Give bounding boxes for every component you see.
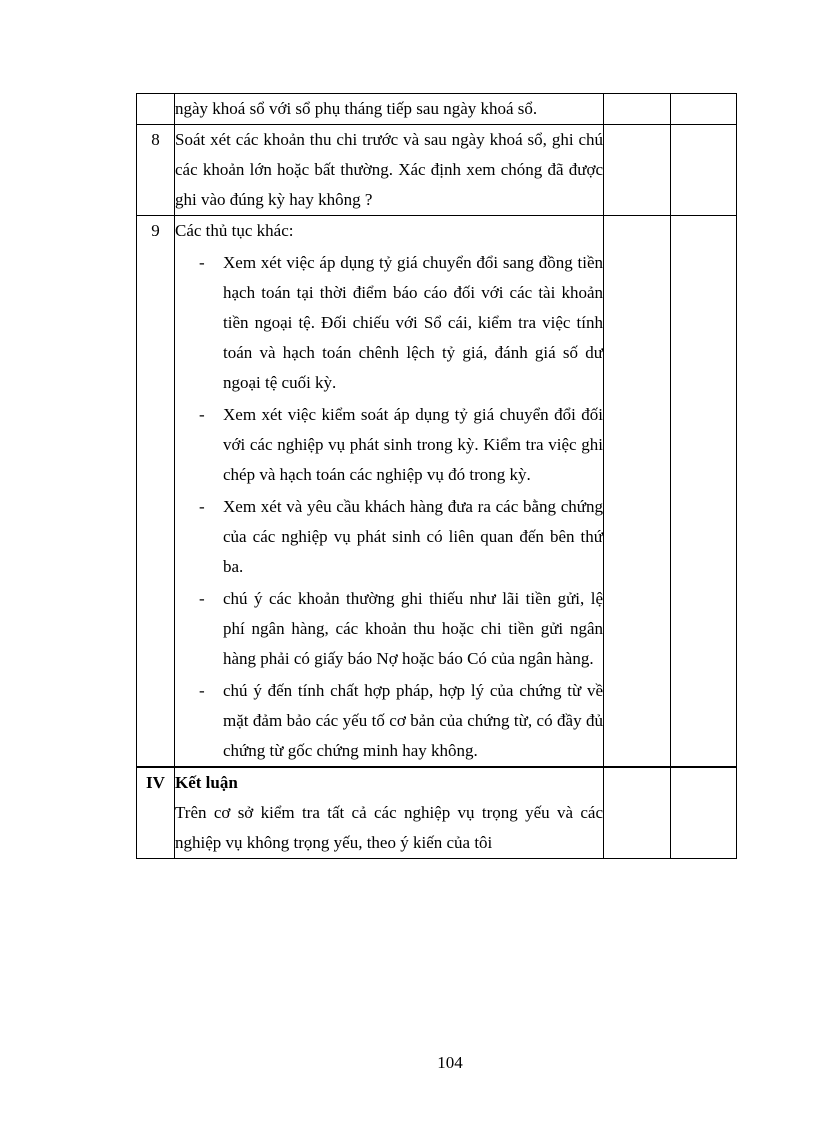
audit-procedures-table	[136, 93, 737, 859]
row-text: Soát xét các khoản thu chi trước và sau ngày khoá sổ, ghi chú các khoản lớn hoặc bất thường. Xác định xem chóng đã được ghi vào đúng kỳ hay không ?	[175, 130, 603, 209]
page-number: 104	[437, 1053, 463, 1072]
list-item-text: Xem xét việc kiểm soát áp dụng tỷ giá chuyển đổi đối với các nghiệp vụ phát sinh trong kỳ. Kiểm tra việc ghi chép và hạch toán các nghiệp vụ đó trong kỳ.	[223, 405, 603, 484]
row-number: 9	[137, 216, 175, 768]
empty-cell	[604, 216, 671, 768]
bullet-dash: -	[199, 497, 205, 516]
row-content	[175, 216, 604, 768]
list-item	[175, 492, 603, 582]
empty-cell	[604, 125, 671, 216]
procedure-list	[175, 248, 603, 766]
bullet-dash: -	[199, 253, 205, 272]
row-number: IV	[137, 767, 175, 859]
bullet-dash: -	[199, 681, 205, 700]
row-content	[175, 767, 604, 859]
section-heading: Kết luận	[175, 773, 238, 792]
row-number	[137, 94, 175, 125]
list-item	[175, 584, 603, 674]
empty-cell	[604, 767, 671, 859]
list-item-text: Xem xét và yêu cầu khách hàng đưa ra các bằng chứng của các nghiệp vụ phát sinh có liên quan đến bên thứ ba.	[223, 497, 603, 576]
row-heading: Các thủ tục khác:	[175, 221, 294, 240]
empty-cell	[671, 125, 737, 216]
empty-cell	[671, 94, 737, 125]
list-item	[175, 676, 603, 766]
empty-cell	[604, 94, 671, 125]
row-text: Trên cơ sở kiểm tra tất cả các nghiệp vụ trọng yếu và các nghiệp vụ không trọng yếu, theo ý kiến của tôi	[175, 803, 603, 852]
table-row	[137, 94, 737, 125]
table-row	[137, 767, 737, 859]
list-item	[175, 248, 603, 398]
bullet-dash: -	[199, 405, 205, 424]
list-item-text: chú ý các khoản thường ghi thiếu như lãi tiền gửi, lệ phí ngân hàng, các khoản thu hoặc chi tiền gửi ngân hàng phải có giấy báo Nợ hoặc báo Có của ngân hàng.	[223, 589, 603, 668]
row-content	[175, 125, 604, 216]
empty-cell	[671, 767, 737, 859]
bullet-dash: -	[199, 589, 205, 608]
list-item	[175, 400, 603, 490]
empty-cell	[671, 216, 737, 768]
list-item-text: Xem xét việc áp dụng tỷ giá chuyển đổi sang đồng tiền hạch toán tại thời điểm báo cáo đối với các tài khoản tiền ngoại tệ. Đối chiếu với Sổ cái, kiểm tra việc tính toán và hạch toán chênh lệch tỷ giá, đánh giá số dư ngoại tệ cuối kỳ.	[223, 253, 603, 392]
table-row	[137, 125, 737, 216]
list-item-text: chú ý đến tính chất hợp pháp, hợp lý của chứng từ về mặt đảm bảo các yếu tố cơ bản của chứng từ, có đầy đủ chứng từ gốc chứng minh hay không.	[223, 681, 603, 760]
table-row	[137, 216, 737, 768]
row-content	[175, 94, 604, 125]
row-number: 8	[137, 125, 175, 216]
row-text: ngày khoá sổ với sổ phụ tháng tiếp sau ngày khoá sổ.	[175, 99, 538, 118]
